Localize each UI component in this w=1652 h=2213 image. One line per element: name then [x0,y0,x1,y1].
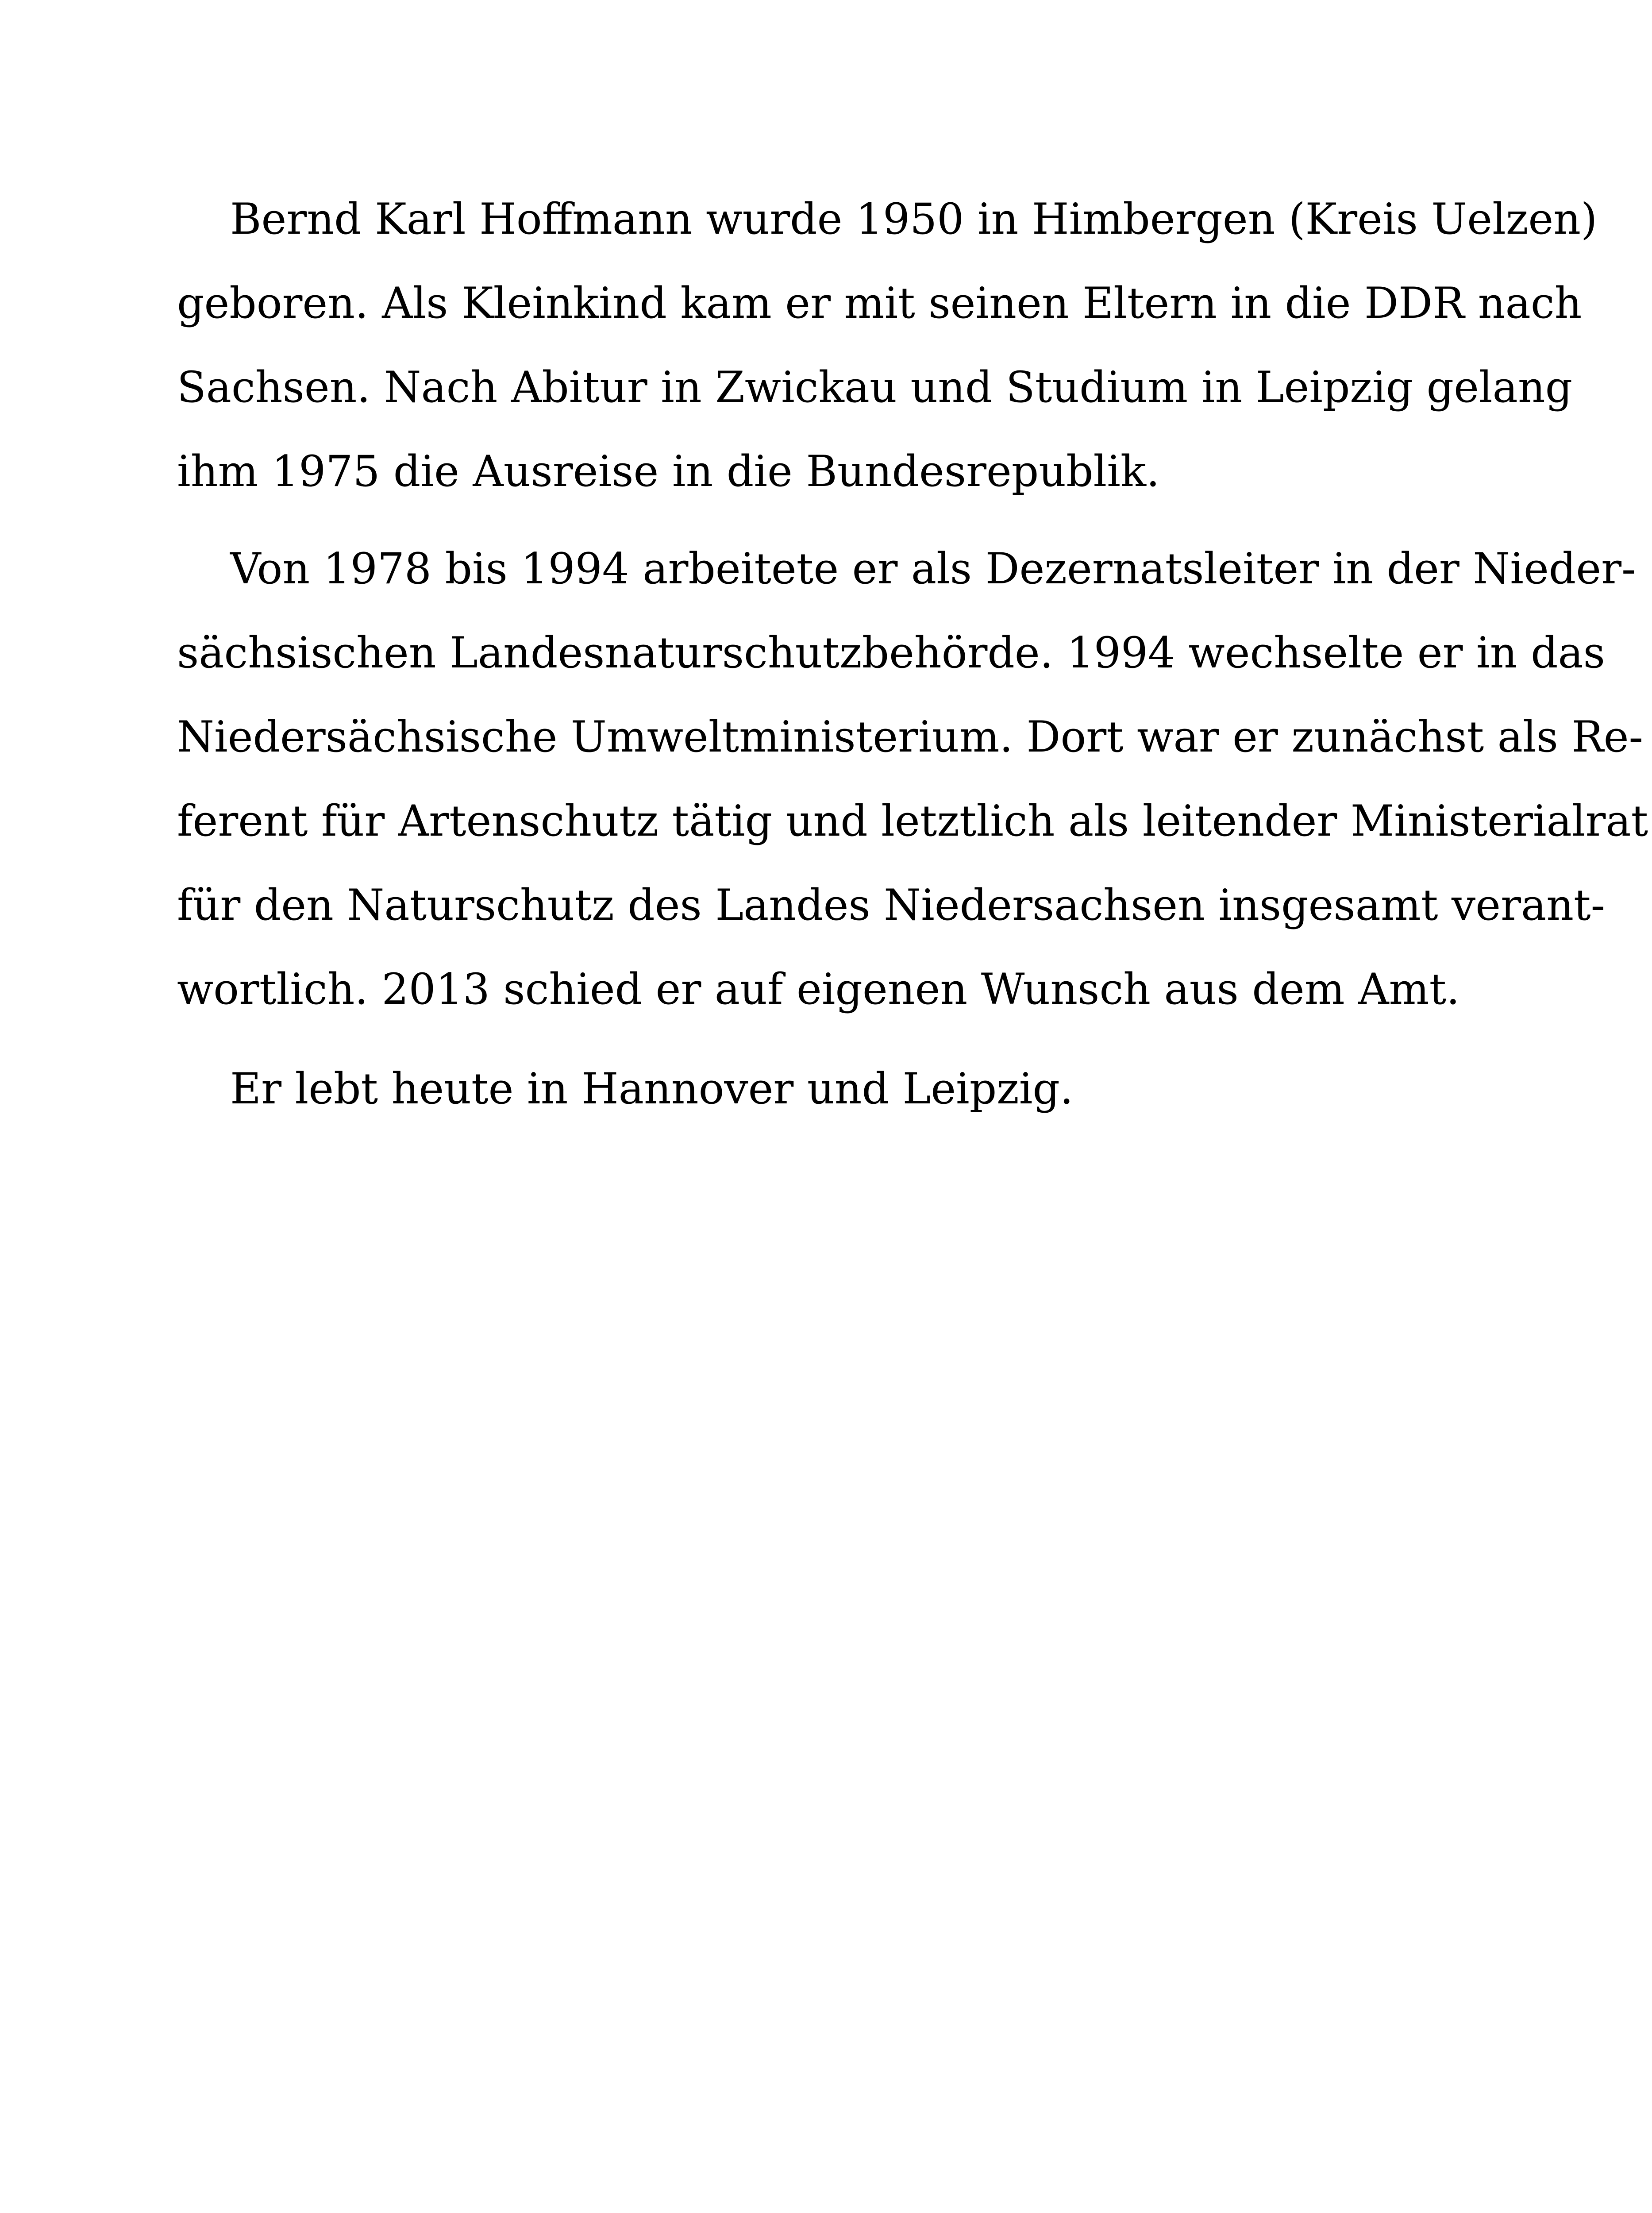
paragraph-1-line-1: Bernd Karl Hoffmann wurde 1950 in Himbergen (Kreis Uelzen) [230,194,1598,244]
paragraph-1-line-4: ihm 1975 die Ausreise in die Bundesrepublik. [177,447,1160,496]
paragraph-2-line-6: wortlich. 2013 schied er auf eigenen Wunsch aus dem Amt. [177,964,1460,1014]
paragraph-2-line-5: für den Naturschutz des Landes Niedersachsen insgesamt verant- [177,880,1606,930]
paragraph-1-line-2: geboren. Als Kleinkind kam er mit seinen Eltern in die DDR nach [177,278,1582,328]
paragraph-1-line-3: Sachsen. Nach Abitur in Zwickau und Studium in Leipzig gelang [177,362,1573,412]
paragraph-2-line-2: sächsischen Landesnaturschutzbehörde. 1994 wechselte er in das [177,628,1606,678]
paragraph-2-line-4: ferent für Artenschutz tätig und letztlich als leitender Ministerialrat [177,796,1648,846]
paragraph-2-line-3: Niedersächsische Umweltministerium. Dort war er zunächst als Re- [177,712,1643,762]
paragraph-2-line-1: Von 1978 bis 1994 arbeitete er als Dezernatsleiter in der Nieder- [230,544,1636,594]
paragraph-3-line-1: Er lebt heute in Hannover und Leipzig. [230,1064,1074,1114]
